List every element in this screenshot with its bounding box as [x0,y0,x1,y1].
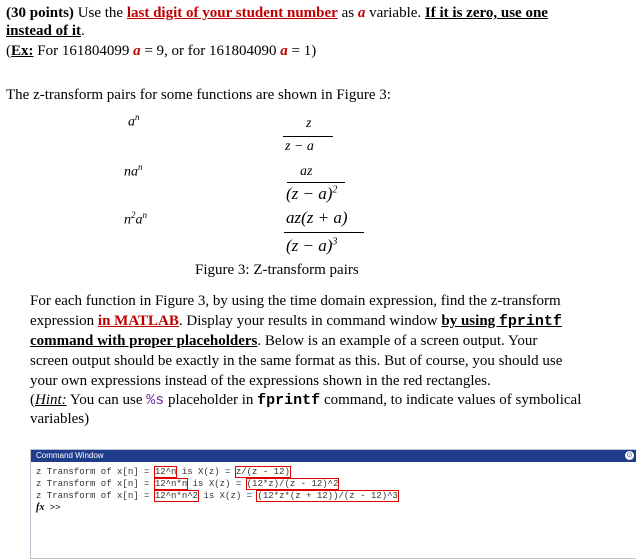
para-line-7: variables) [30,411,90,427]
example-eq-1: = 9, or for 161804090 [140,43,281,59]
output-1-input-box: 12^n [154,467,177,477]
row2-denominator: $(z - a)^2$ [286,184,338,203]
placeholders-text: command with proper placeholders [30,333,258,349]
output-2-result-box: (12*z)/(z - 12)^2 [246,479,339,489]
header-line-2 [6,22,85,40]
fprintf-keyword-2: fprintf [257,392,321,409]
output-1-result-box: z/(z - 12) [235,467,290,477]
para-line-1: For each function in Figure 3, by using the time domain expression, find the z-transform [30,293,561,309]
example-eq-2: = 1) [287,43,317,59]
example-line [6,42,316,60]
command-prompt[interactable] [36,503,61,513]
row1-denominator: z − a [285,139,314,154]
row3-left: $n^2a^n$ [124,210,147,228]
para-l6e: placeholder in [164,392,258,408]
row2-fraction-bar [287,182,345,183]
para-line-6 [30,391,581,410]
para-l2c: . Display your results in command window [178,313,442,329]
header-line-1 [6,4,548,22]
output-3-result-box: (12*z*(z + 12))/(z - 12)^3 [257,491,398,501]
para-l6a: ( [30,392,35,408]
hint-label: Hint: [35,392,67,408]
percent-s-placeholder: %s [146,392,165,409]
in-matlab-text: in MATLAB [97,313,179,329]
example-a-2: a [280,43,288,59]
figure-caption: Figure 3: Z-transform pairs [195,262,359,278]
points-label: (30 points) [6,5,74,21]
row3-fraction-bar [284,232,364,233]
example-label: Ex: [11,43,34,59]
example-a-1: a [133,43,141,59]
row3-numerator: az(z + a) [286,208,348,227]
output-line-1: z Transform of x[n] = 12^n is X(z) = z/(z - 12) [36,467,290,477]
row3-denominator: $(z - a)^3$ [286,236,338,255]
output-3-input-box: 12^n*n^2 [154,491,199,501]
as-text: as [337,5,358,21]
command-window[interactable] [30,449,636,559]
output-2-input-box: 12^n*n [154,479,188,489]
output-line-3: z Transform of x[n] = 12^n*n^2 is X(z) = (12*z*(z + 12))/(z - 12)^3 [36,491,398,501]
by-using-text: by using [441,313,499,329]
use-the-text: Use the [73,5,127,21]
row1-left: $a^n$ [128,112,140,130]
para-l2a: expression [30,313,98,329]
para-line-3 [30,332,537,351]
row2-left: $na^n$ [124,162,143,180]
zero-note-2: instead of it [6,23,81,39]
para-l3b: . Below is an example of a screen output. Your [257,333,538,349]
variable-a: a [357,5,366,21]
command-window-menu-icon[interactable]: ⊙ [626,452,633,459]
command-window-title: Command Window [36,451,104,460]
fprintf-keyword: fprintf [498,313,562,330]
prompt-symbol: >> [49,503,61,513]
para-line-2 [30,312,562,331]
intro-text: The z-transform pairs for some functions are shown in Figure 3: [6,87,391,103]
example-text-1: For 161804099 [33,43,134,59]
command-window-titlebar [31,450,636,462]
output-line-2: z Transform of x[n] = 12^n*n is X(z) = (12*z)/(z - 12)^2 [36,479,339,489]
para-l6c: You can use [66,392,147,408]
zero-note: If it is zero, use one [424,5,548,21]
example-open: ( [6,43,11,59]
fx-icon[interactable]: fx [36,502,45,513]
para-line-4: screen output should be exactly in the same format as this. But of course, you should use [30,353,563,369]
para-l6g: command, to indicate values of symbolical [320,392,582,408]
row2-numerator: az [300,164,313,179]
row1-fraction-bar [283,136,333,137]
row1-numerator: z [306,116,312,131]
variable-text: variable. [365,5,425,21]
zero-note-period: . [81,23,85,39]
para-line-5: your own expressions instead of the expressions shown in the red rectangles. [30,373,491,389]
last-digit-text: last digit of your student number [126,5,338,21]
